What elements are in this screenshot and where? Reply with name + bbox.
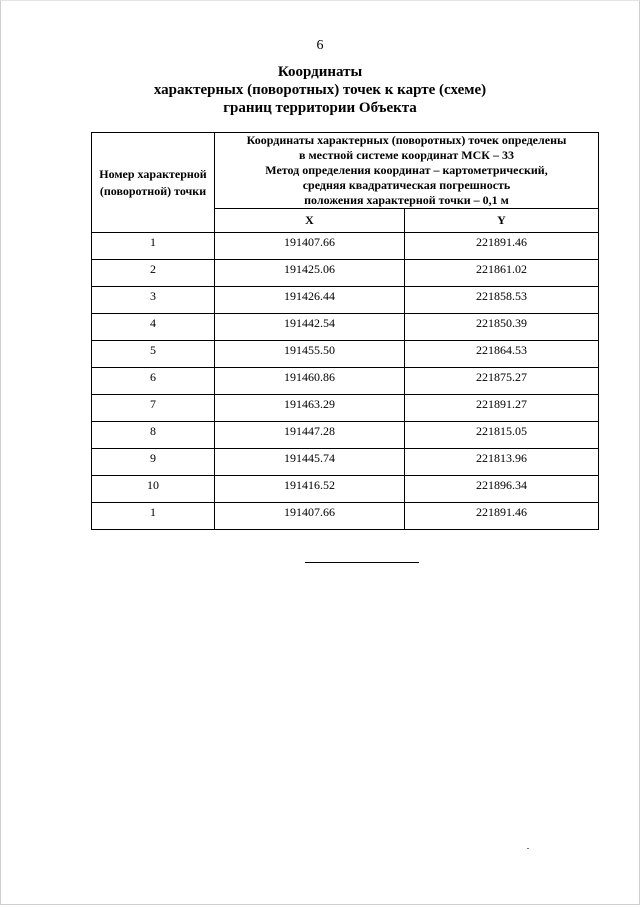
point-number-cell: 9 [92, 449, 215, 476]
table-row [92, 503, 599, 530]
y-coordinate-cell: 221891.46 [405, 503, 599, 530]
table-row [92, 422, 599, 449]
point-number-cell: 1 [92, 503, 215, 530]
coord-header-line-3: Метод определения координат – картометрический, [265, 163, 548, 177]
title-line-1: Координаты [277, 64, 363, 80]
document-title [0, 63, 640, 117]
coord-header-line-4: средняя квадратическая погрешность [302, 178, 511, 192]
table-row [92, 368, 599, 395]
x-coordinate-cell: 191416.52 [215, 476, 405, 503]
table-row [92, 314, 599, 341]
y-coordinate-cell: 221891.46 [405, 233, 599, 260]
y-coordinate-cell: 221813.96 [405, 449, 599, 476]
coord-header-line-2: в местной системе координат МСК – 33 [299, 148, 514, 162]
x-coordinate-cell: 191407.66 [215, 233, 405, 260]
point-number-header: Номер характерной (поворотной) точки [92, 133, 215, 233]
y-coordinate-cell: 221875.27 [405, 368, 599, 395]
x-coordinate-cell: 191425.06 [215, 260, 405, 287]
table-row [92, 233, 599, 260]
point-number-cell: 8 [92, 422, 215, 449]
y-coordinate-cell: 221858.53 [405, 287, 599, 314]
x-coordinate-cell: 191455.50 [215, 341, 405, 368]
y-coordinate-cell: 221864.53 [405, 341, 599, 368]
table-row [92, 341, 599, 368]
coord-header-line-5: положения характерной точки – 0,1 м [304, 193, 509, 207]
x-coordinate-cell: 191447.28 [215, 422, 405, 449]
point-number-cell: 10 [92, 476, 215, 503]
page-number: 6 [316, 38, 324, 53]
scan-speck [527, 848, 529, 849]
point-number-cell: 7 [92, 395, 215, 422]
point-number-cell: 5 [92, 341, 215, 368]
title-line-3: границ территории Объекта [223, 100, 417, 116]
footer-divider-line [305, 562, 419, 563]
table-row [92, 395, 599, 422]
x-column-header: X [215, 209, 405, 233]
table-row [92, 449, 599, 476]
point-number-cell: 3 [92, 287, 215, 314]
coordinates-description-header [215, 133, 599, 209]
x-coordinate-cell: 191442.54 [215, 314, 405, 341]
y-coordinate-cell: 221891.27 [405, 395, 599, 422]
title-line-2: характерных (поворотных) точек к карте (схеме) [153, 82, 487, 98]
point-number-cell: 4 [92, 314, 215, 341]
y-coordinate-cell: 221896.34 [405, 476, 599, 503]
coord-header-line-1: Координаты характерных (поворотных) точек определены [246, 133, 567, 147]
x-coordinate-cell: 191460.86 [215, 368, 405, 395]
table-body [92, 233, 599, 530]
x-coordinate-cell: 191463.29 [215, 395, 405, 422]
point-number-cell: 2 [92, 260, 215, 287]
point-number-cell: 6 [92, 368, 215, 395]
y-coordinate-cell: 221861.02 [405, 260, 599, 287]
coordinates-table [91, 132, 599, 530]
table-row [92, 287, 599, 314]
point-number-cell: 1 [92, 233, 215, 260]
table-row [92, 476, 599, 503]
y-column-header: Y [405, 209, 599, 233]
table-row [92, 260, 599, 287]
y-coordinate-cell: 221850.39 [405, 314, 599, 341]
x-coordinate-cell: 191445.74 [215, 449, 405, 476]
x-coordinate-cell: 191426.44 [215, 287, 405, 314]
x-coordinate-cell: 191407.66 [215, 503, 405, 530]
y-coordinate-cell: 221815.05 [405, 422, 599, 449]
